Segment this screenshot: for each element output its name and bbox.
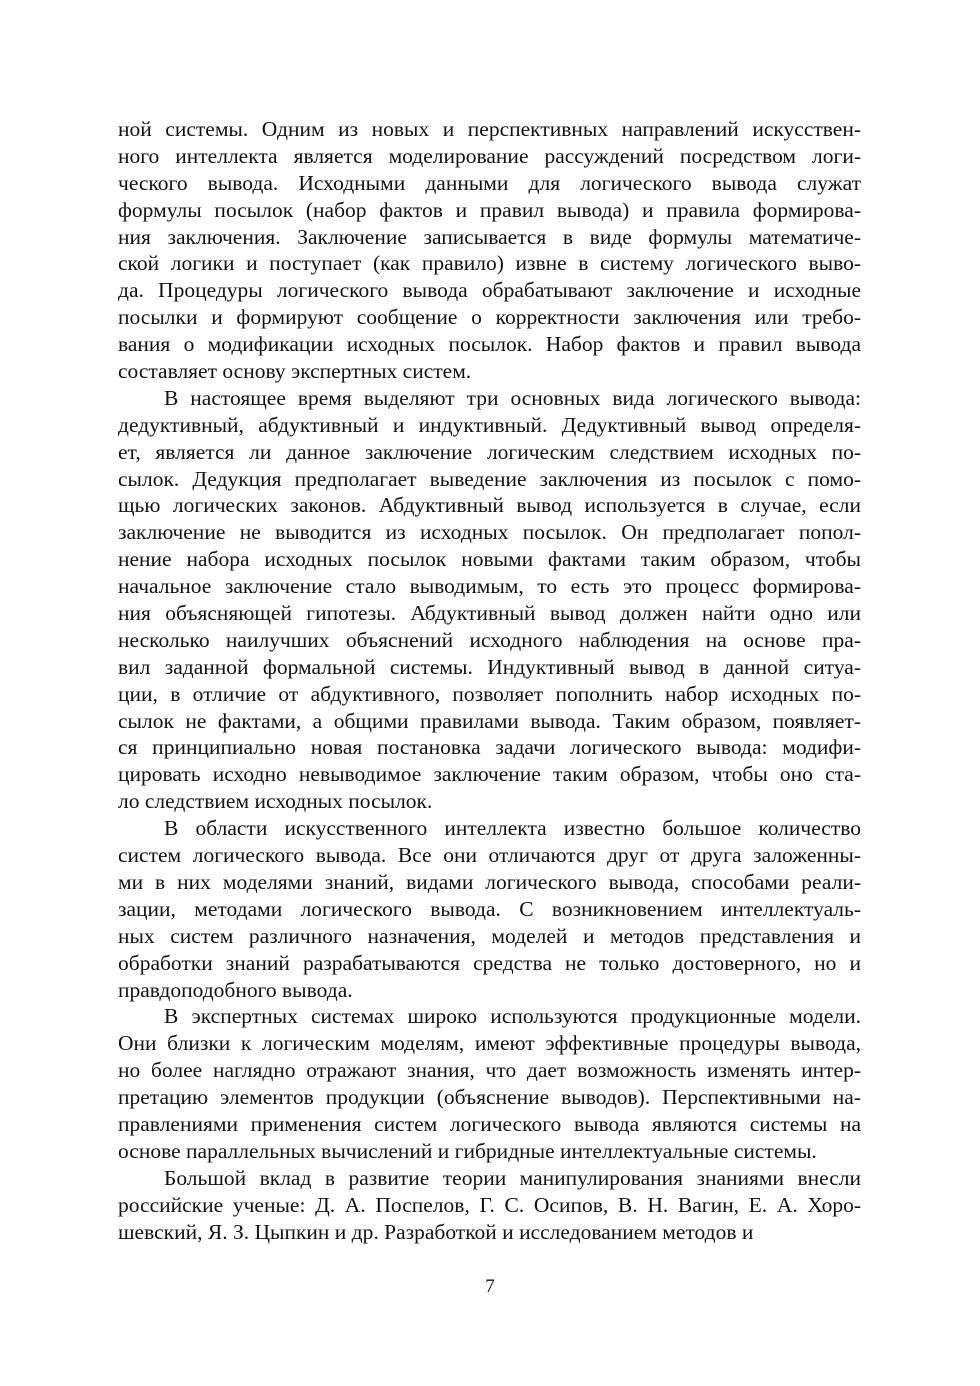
text-line: Большой вклад в развитие теории манипулирования знаниями внесли — [164, 1165, 861, 1190]
text-line: зации, методами логического вывода. С возникновением интеллектуаль- — [118, 896, 861, 921]
paragraph — [118, 1165, 861, 1246]
text-line: ных систем различного назначения, моделей и методов представления и — [118, 923, 861, 948]
paragraph — [118, 385, 861, 815]
text-line: вил заданной формальной системы. Индуктивный вывод в данной ситуа- — [118, 654, 861, 679]
text-line: Они близки к логическим моделям, имеют эффективные процедуры вывода, — [118, 1031, 861, 1056]
text-line: но более наглядно отражают знания, что дает возможность изменять интер- — [118, 1058, 861, 1083]
text-line: ния объясняющей гипотезы. Абдуктивный вывод должен найти одно или — [118, 601, 861, 626]
text-line: сылок. Дедукция предполагает выведение заключения из посылок с помо- — [118, 466, 861, 491]
text-line: ной системы. Одним из новых и перспективных направлений искусствен- — [118, 117, 861, 141]
text-line: ния заключения. Заключение записывается в виде формулы математиче- — [118, 224, 861, 249]
text-line: заключение не выводится из исходных посылок. Он предполагает попол- — [118, 520, 861, 545]
text-line: цировать исходно невыводимое заключение таким образом, чтобы оно ста- — [118, 762, 861, 787]
text-line: ного интеллекта является моделирование рассуждений посредством логи- — [118, 143, 861, 168]
paragraph — [118, 1003, 861, 1164]
text-line: российские ученые: Д. А. Поспелов, Г. С. Осипов, В. Н. Вагин, Е. А. Хоро- — [118, 1192, 861, 1217]
text-line: ции, в отличие от абдуктивного, позволяет пополнить набор исходных по- — [118, 681, 861, 706]
text-line: правдоподобного вывода. — [118, 977, 353, 1002]
text-line: систем логического вывода. Все они отличаются друг от друга заложенны- — [118, 843, 861, 868]
text-line: дедуктивный, абдуктивный и индуктивный. Дедуктивный вывод определя- — [118, 412, 861, 437]
text-line: ской логики и поступает (как правило) извне в систему логического выво- — [118, 251, 861, 276]
text-line: В настоящее время выделяют три основных вида логического вывода: — [164, 385, 861, 410]
text-line: нение набора исходных посылок новыми фактами таким образом, чтобы — [118, 547, 861, 572]
text-line: обработки знаний разрабатываются средства не только достоверного, но и — [118, 950, 861, 975]
paragraph — [118, 815, 861, 1003]
text-line: начальное заключение стало выводимым, то есть это процесс формирова- — [118, 574, 861, 599]
text-line: составляет основу экспертных систем. — [118, 359, 472, 384]
text-line: щью логических законов. Абдуктивный вывод используется в случае, если — [118, 493, 861, 518]
text-line: ет, является ли данное заключение логическим следствием исходных по- — [118, 439, 861, 464]
text-line: основе параллельных вычислений и гибридные интеллектуальные системы. — [118, 1138, 817, 1163]
text-line: посылки и формируют сообщение о корректности заключения или требо- — [118, 305, 861, 330]
text-line: правлениями применения систем логического вывода являются системы на — [118, 1111, 861, 1136]
text-line: претацию элементов продукции (объяснение выводов). Перспективными на- — [118, 1085, 861, 1110]
text-line: формулы посылок (набор фактов и правил вывода) и правила формирова- — [118, 197, 861, 222]
text-line: В экспертных системах широко используются продукционные модели. — [164, 1004, 861, 1029]
text-line: В области искусственного интеллекта известно большое количество — [164, 816, 861, 841]
text-line: вания о модификации исходных посылок. Набор фактов и правил вывода — [118, 332, 861, 357]
text-line: сылок не фактами, а общими правилами вывода. Таким образом, появляет- — [118, 708, 861, 733]
text-line: ми в них моделями знаний, видами логического вывода, способами реали- — [118, 869, 861, 894]
text-line: да. Процедуры логического вывода обрабатывают заключение и исходные — [118, 278, 861, 303]
text-line: ческого вывода. Исходными данными для логического вывода служат — [118, 170, 861, 195]
paragraph — [118, 116, 861, 385]
text-line: шевский, Я. З. Цыпкин и др. Разработкой и исследованием методов и — [118, 1219, 754, 1244]
text-line: ло следствием исходных посылок. — [118, 789, 433, 814]
text-line: несколько наилучших объяснений исходного наблюдения на основе пра- — [118, 627, 861, 652]
text-line: ся принципиально новая постановка задачи логического вывода: модифи- — [118, 735, 861, 760]
body-text — [118, 116, 861, 1245]
page-number: 7 — [485, 1276, 495, 1297]
